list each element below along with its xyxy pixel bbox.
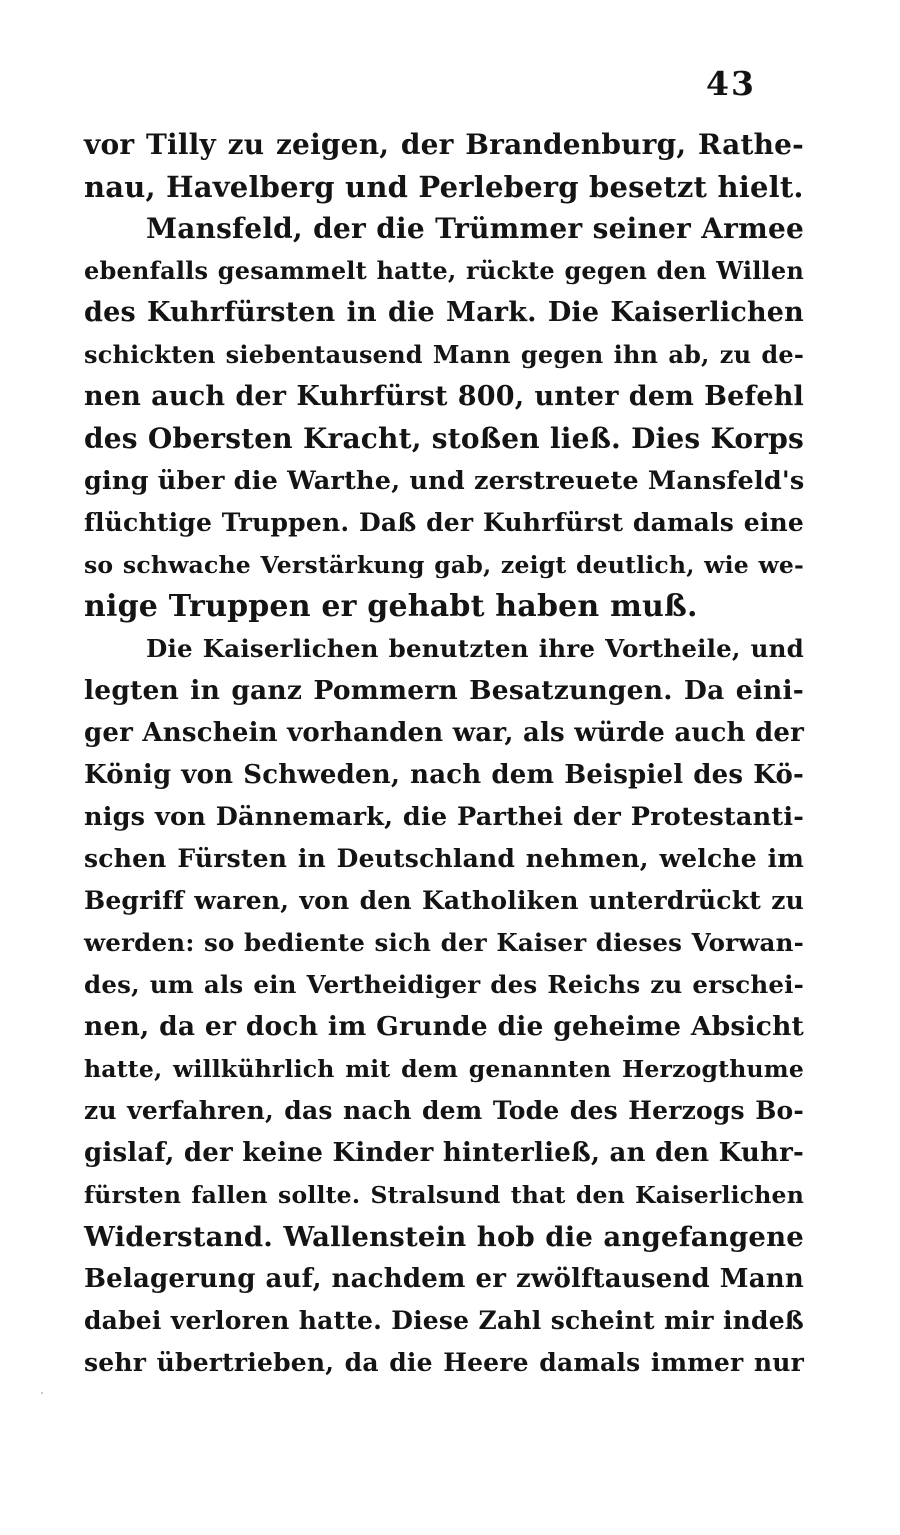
text-line: so schwache Verstärkung gab, zeigt deutlich, wie we-	[84, 551, 804, 579]
text-line: vor Tilly zu zeigen, der Brandenburg, Rathe-	[84, 128, 804, 161]
text-line: schickten siebentausend Mann gegen ihn ab, zu de-	[84, 340, 804, 369]
text-line: legten in ganz Pommern Besatzungen. Da eini-	[84, 675, 804, 706]
text-line: nen auch der Kuhrfürst 800, unter dem Befehl	[84, 381, 804, 412]
text-line: des, um als ein Vertheidiger des Reichs zu erschei-	[84, 970, 804, 999]
paragraph-start-line: Mansfeld, der die Trümmer seiner Armee	[146, 212, 804, 245]
text-line: dabei verloren hatte. Diese Zahl scheint mir indeß	[84, 1306, 804, 1335]
text-line: zu verfahren, das nach dem Tode des Herzogs Bo-	[84, 1096, 804, 1125]
paragraph-start-line: Die Kaiserlichen benutzten ihre Vortheile, und	[146, 634, 804, 663]
text-line: nen, da er doch im Grunde die geheime Absicht	[84, 1011, 804, 1042]
text-line: nau, Havelberg und Perleberg besetzt hielt.	[84, 170, 804, 204]
text-line: König von Schweden, nach dem Beispiel des Kö-	[84, 760, 804, 790]
text-line: fürsten fallen sollte. Stralsund that den Kaiserlichen	[84, 1181, 804, 1209]
text-line: Belagerung auf, nachdem er zwölftausend Mann	[84, 1264, 804, 1294]
text-line: flüchtige Truppen. Daß der Kuhrfürst damals eine	[84, 508, 804, 537]
text-line: ebenfalls gesammelt hatte, rückte gegen den Willen	[84, 256, 804, 285]
margin-speck	[41, 1392, 43, 1394]
text-line: des Kuhrfürsten in die Mark. Die Kaiserlichen	[84, 297, 804, 328]
text-line: ger Anschein vorhanden war, als würde auch der	[84, 718, 804, 748]
text-line: nige Truppen er gehabt haben muß.	[84, 589, 698, 624]
text-line: sehr übertrieben, da die Heere damals immer nur	[84, 1348, 804, 1377]
text-line: Begriff waren, von den Katholiken unterdrückt zu	[84, 886, 804, 915]
text-line: Widerstand. Wallenstein hob die angefangene	[84, 1221, 804, 1253]
text-line: hatte, willkührlich mit dem genannten Herzogthume	[84, 1055, 804, 1083]
text-line: werden: so bediente sich der Kaiser dieses Vorwan-	[84, 928, 804, 957]
text-line: gislaf, der keine Kinder hinterließ, an den Kuhr-	[84, 1138, 804, 1168]
text-line: schen Fürsten in Deutschland nehmen, welche im	[84, 844, 804, 873]
text-line: nigs von Dännemark, die Parthei der Protestanti-	[84, 802, 804, 832]
page-number: 43	[706, 64, 756, 103]
body-text	[84, 124, 804, 1384]
text-line: des Obersten Kracht, stoßen ließ. Dies Korps	[84, 422, 804, 455]
text-line: ging über die Warthe, und zerstreuete Mansfeld's	[84, 466, 805, 496]
